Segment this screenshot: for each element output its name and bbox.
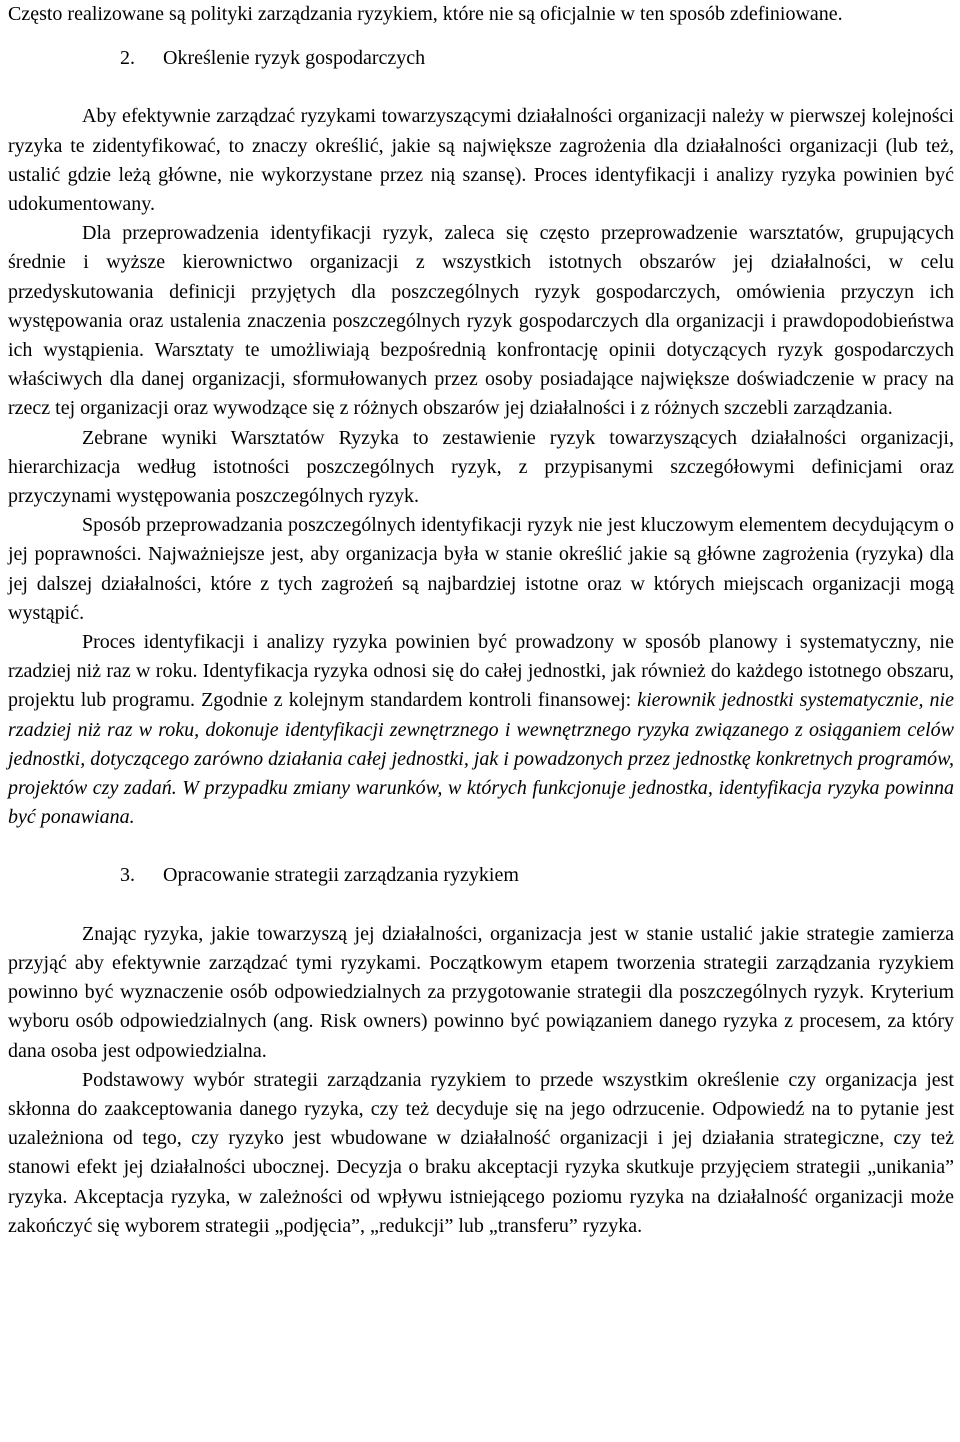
- section-3-title: Opracowanie strategii zarządzania ryzykiem: [163, 864, 519, 887]
- spacer: [8, 29, 954, 44]
- spacer: [8, 73, 954, 102]
- spacer: [8, 832, 954, 861]
- section-2-paragraph-5-text: Proces identyfikacji i analizy ryzyka powinien być prowadzony w sposób planowy i systematyczny, nie rzadziej niż raz w roku. Identyfikacja ryzyka odnosi się do całej jednostki, jak również do każdego istotnego obszaru, projektu lub programu. Zgodnie z kolejnym standardem kontroli finansowej:: [8, 631, 954, 712]
- spacer: [8, 891, 954, 920]
- section-3-paragraph-2: Podstawowy wybór strategii zarządzania ryzykiem to przede wszystkim określenie czy organizacja jest skłonna do zaakceptowania danego ryzyka, czy też decyduje się na jego odrzucenie. Odpowiedź na to pytanie jest uzależniona od tego, czy ryzyko jest wbudowane w działalność organizacji i jej działania strategiczne, czy też stanowi efekt jej działalności ubocznej. Decyzja o braku akceptacji ryzyka skutkuje przyjęciem strategii „unikania” ryzyka. Akceptacja ryzyka, w zależności od wpływu istniejącego poziomu ryzyka na działalność organizacji może zakończyć się wyborem strategii „podjęcia”, „redukcji” lub „transferu” ryzyka.: [8, 1068, 954, 1237]
- section-2-title: Określenie ryzyk gospodarczych: [163, 47, 426, 70]
- section-3-paragraph-1: Znając ryzyka, jakie towarzyszą jej działalności, organizacja jest w stanie ustalić jakie strategie zamierza przyjąć aby efektywnie zarządzać tymi ryzykami. Początkowym etapem tworzenia strategii zarządzania ryzykiem powinno być wyznaczenie osób odpowiedzialnych za przygotowanie strategii dla poszczególnych ryzyk. Kryterium wyboru osób odpowiedzialnych (ang. Risk owners) powinno być powiązaniem danego ryzyka z procesem, za który dana osoba jest odpowiedzialna.: [8, 922, 954, 1062]
- section-3-heading: [8, 861, 954, 890]
- section-2-paragraph-5: [8, 628, 954, 832]
- section-2-paragraph-2: Dla przeprowadzenia identyfikacji ryzyk, zaleca się często przeprowadzenie warsztatów, grupujących średnie i wyższe kierownictwo organizacji z wszystkich istotnych obszarów jej działalności, w celu przedyskutowania definicji przyjętych dla poszczególnych ryzyk gospodarczych, omówienia przyczyn ich występowania oraz ustalenia znaczenia poszczególnych ryzyk gospodarczych dla organizacji i prawdopodobieństwa ich wystąpienia. Warsztaty te umożliwiają bezpośrednią konfrontację opinii dotyczących ryzyk gospodarczych właściwych dla danej organizacji, sformułowanych przez osoby posiadające największe doświadczenie w pracy na rzecz tej organizacji oraz wywodzące się z różnych obszarów jej działalności i z różnych szczebli zarządzania.: [8, 222, 954, 420]
- section-2-number: 2.: [120, 47, 135, 70]
- section-2-paragraph-4: Sposób przeprowadzania poszczególnych identyfikacji ryzyk nie jest kluczowym elementem decydującym o jej poprawności. Najważniejsze jest, aby organizacja była w stanie określić jakie są główne zagrożenia (ryzyka) dla jej dalszej działalności, które z tych zagrożeń są najbardziej istotne oraz w których miejscach organizacji mogą wystąpić.: [8, 514, 954, 624]
- section-3-number: 3.: [120, 864, 135, 887]
- intro-paragraph: Często realizowane są polityki zarządzania ryzykiem, które nie są oficjalnie w ten sposób zdefiniowane.: [8, 3, 843, 25]
- section-2-heading: [8, 44, 954, 73]
- section-2-paragraph-3: Zebrane wyniki Warsztatów Ryzyka to zestawienie ryzyk towarzyszących działalności organizacji, hierarchizacja według istotności poszczególnych ryzyk, z przypisanymi szczegółowymi definicjami oraz przyczynami występowania poszczególnych ryzyk.: [8, 426, 954, 508]
- section-2-paragraph-5-quote: kierownik jednostki systematycznie, nie rzadziej niż raz w roku, dokonuje identyfikacji zewnętrznego i wewnętrznego ryzyka związanego z osiąganiem celów jednostki, dotyczącego zarówno działania całej jednostki, jak i powadzonych przez jednostkę konkretnych programów, projektów czy zadań. W przypadku zmiany warunków, w których funkcjonuje jednostka, identyfikacja ryzyka powinna być ponawiana.: [8, 689, 954, 829]
- section-2-paragraph-1: Aby efektywnie zarządzać ryzykami towarzyszącymi działalności organizacji należy w pierwszej kolejności ryzyka te zidentyfikować, to znaczy określić, jakie są największe zagrożenia dla działalności organizacji (lub też, ustalić gdzie leżą główne, nie wykorzystane przez nią szansę). Proces identyfikacji i analizy ryzyka powinien być udokumentowany.: [8, 105, 954, 216]
